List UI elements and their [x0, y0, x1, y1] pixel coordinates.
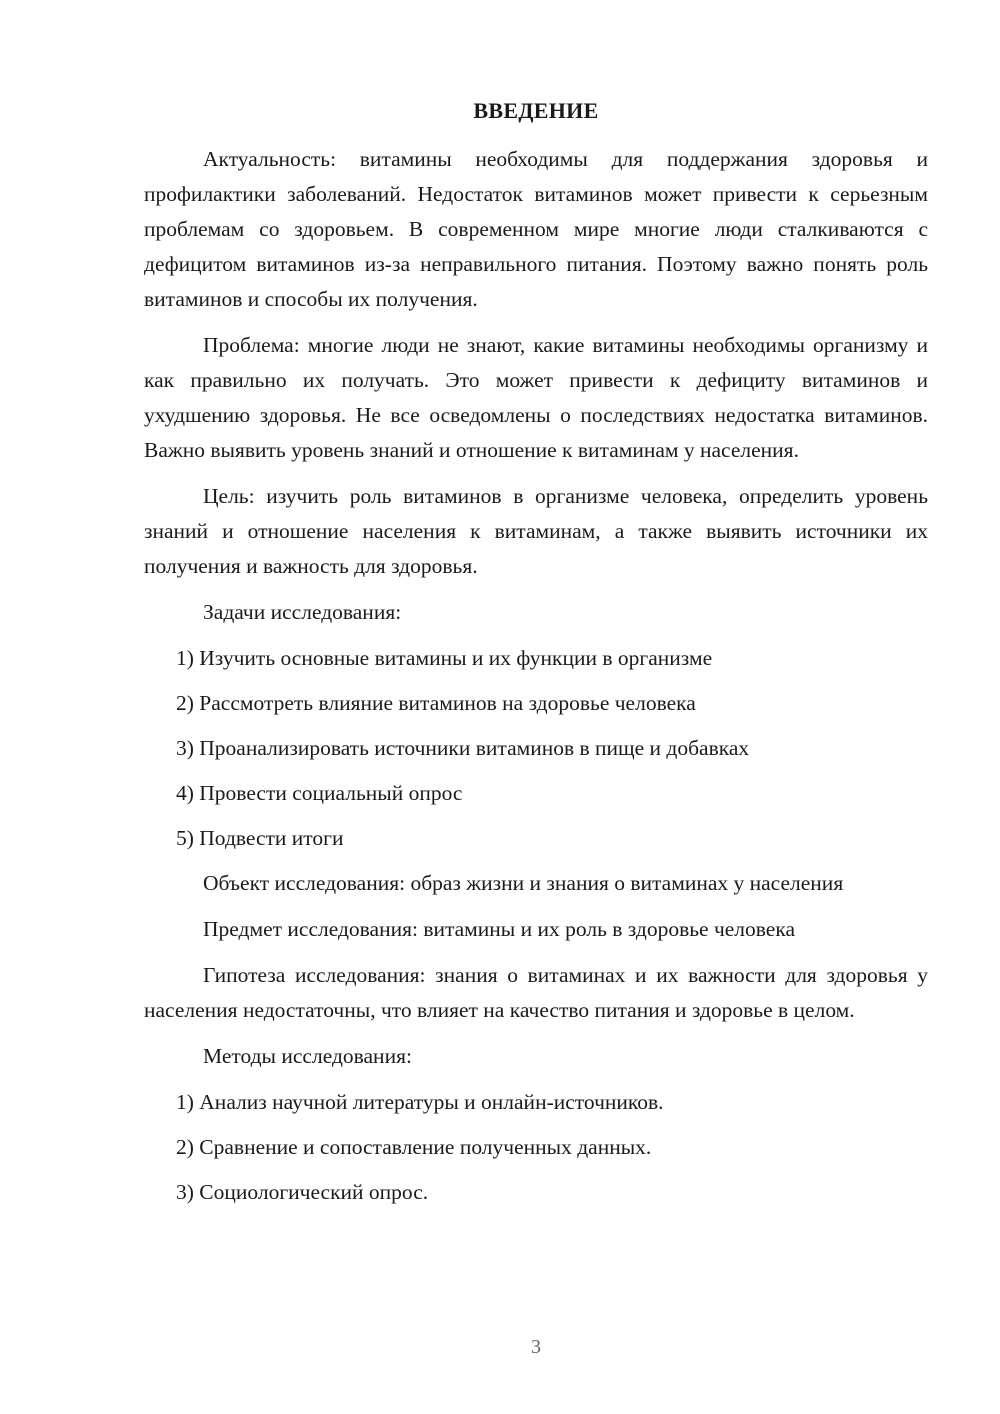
list-item: 1) Изучить основные витамины и их функции в организме	[176, 646, 713, 670]
list-item: 3) Проанализировать источники витаминов в пище и добавках	[176, 736, 750, 760]
hypothesis-paragraph: Гипотеза исследования: знания о витаминах и их важности для здоровья у населения недостаточны, что влияет на качество питания и здоровье в целом.	[144, 963, 928, 1022]
relevance-paragraph: Актуальность: витамины необходимы для поддержания здоровья и профилактики заболеваний. Недостаток витаминов может привести к серьезным проблемам со здоровьем. В современном мире многие люди сталкиваются с дефицитом витаминов из-за неправильного питания. Поэтому важно понять роль витаминов и способы их получения.	[144, 147, 928, 311]
page-number: 3	[531, 1336, 541, 1358]
list-item: 4) Провести социальный опрос	[176, 781, 463, 805]
document-body	[144, 142, 928, 1220]
tasks-heading: Задачи исследования:	[203, 600, 402, 624]
problem-paragraph: Проблема: многие люди не знают, какие витамины необходимы организму и как правильно их получать. Это может привести к дефициту витаминов и ухудшению здоровья. Не все осведомлены о последствиях недостатка витаминов. Важно выявить уровень знаний и отношение к витаминам у населения.	[144, 333, 928, 462]
list-item: 1) Анализ научной литературы и онлайн-источников.	[176, 1090, 664, 1114]
object-paragraph: Объект исследования: образ жизни и знания о витаминах у населения	[203, 871, 844, 895]
methods-list	[144, 1085, 928, 1210]
tasks-list	[144, 641, 928, 856]
page-title: ВВЕДЕНИЕ	[473, 98, 599, 123]
list-item: 3) Социологический опрос.	[176, 1180, 429, 1204]
list-item: 2) Рассмотреть влияние витаминов на здоровье человека	[176, 691, 696, 715]
methods-heading: Методы исследования:	[203, 1044, 412, 1068]
list-item: 5) Подвести итоги	[176, 826, 344, 850]
goal-paragraph: Цель: изучить роль витаминов в организме человека, определить уровень знаний и отношение населения к витаминам, а также выявить источники их получения и важность для здоровья.	[144, 484, 928, 578]
list-item: 2) Сравнение и сопоставление полученных данных.	[176, 1135, 652, 1159]
subject-paragraph: Предмет исследования: витамины и их роль в здоровье человека	[203, 917, 796, 941]
